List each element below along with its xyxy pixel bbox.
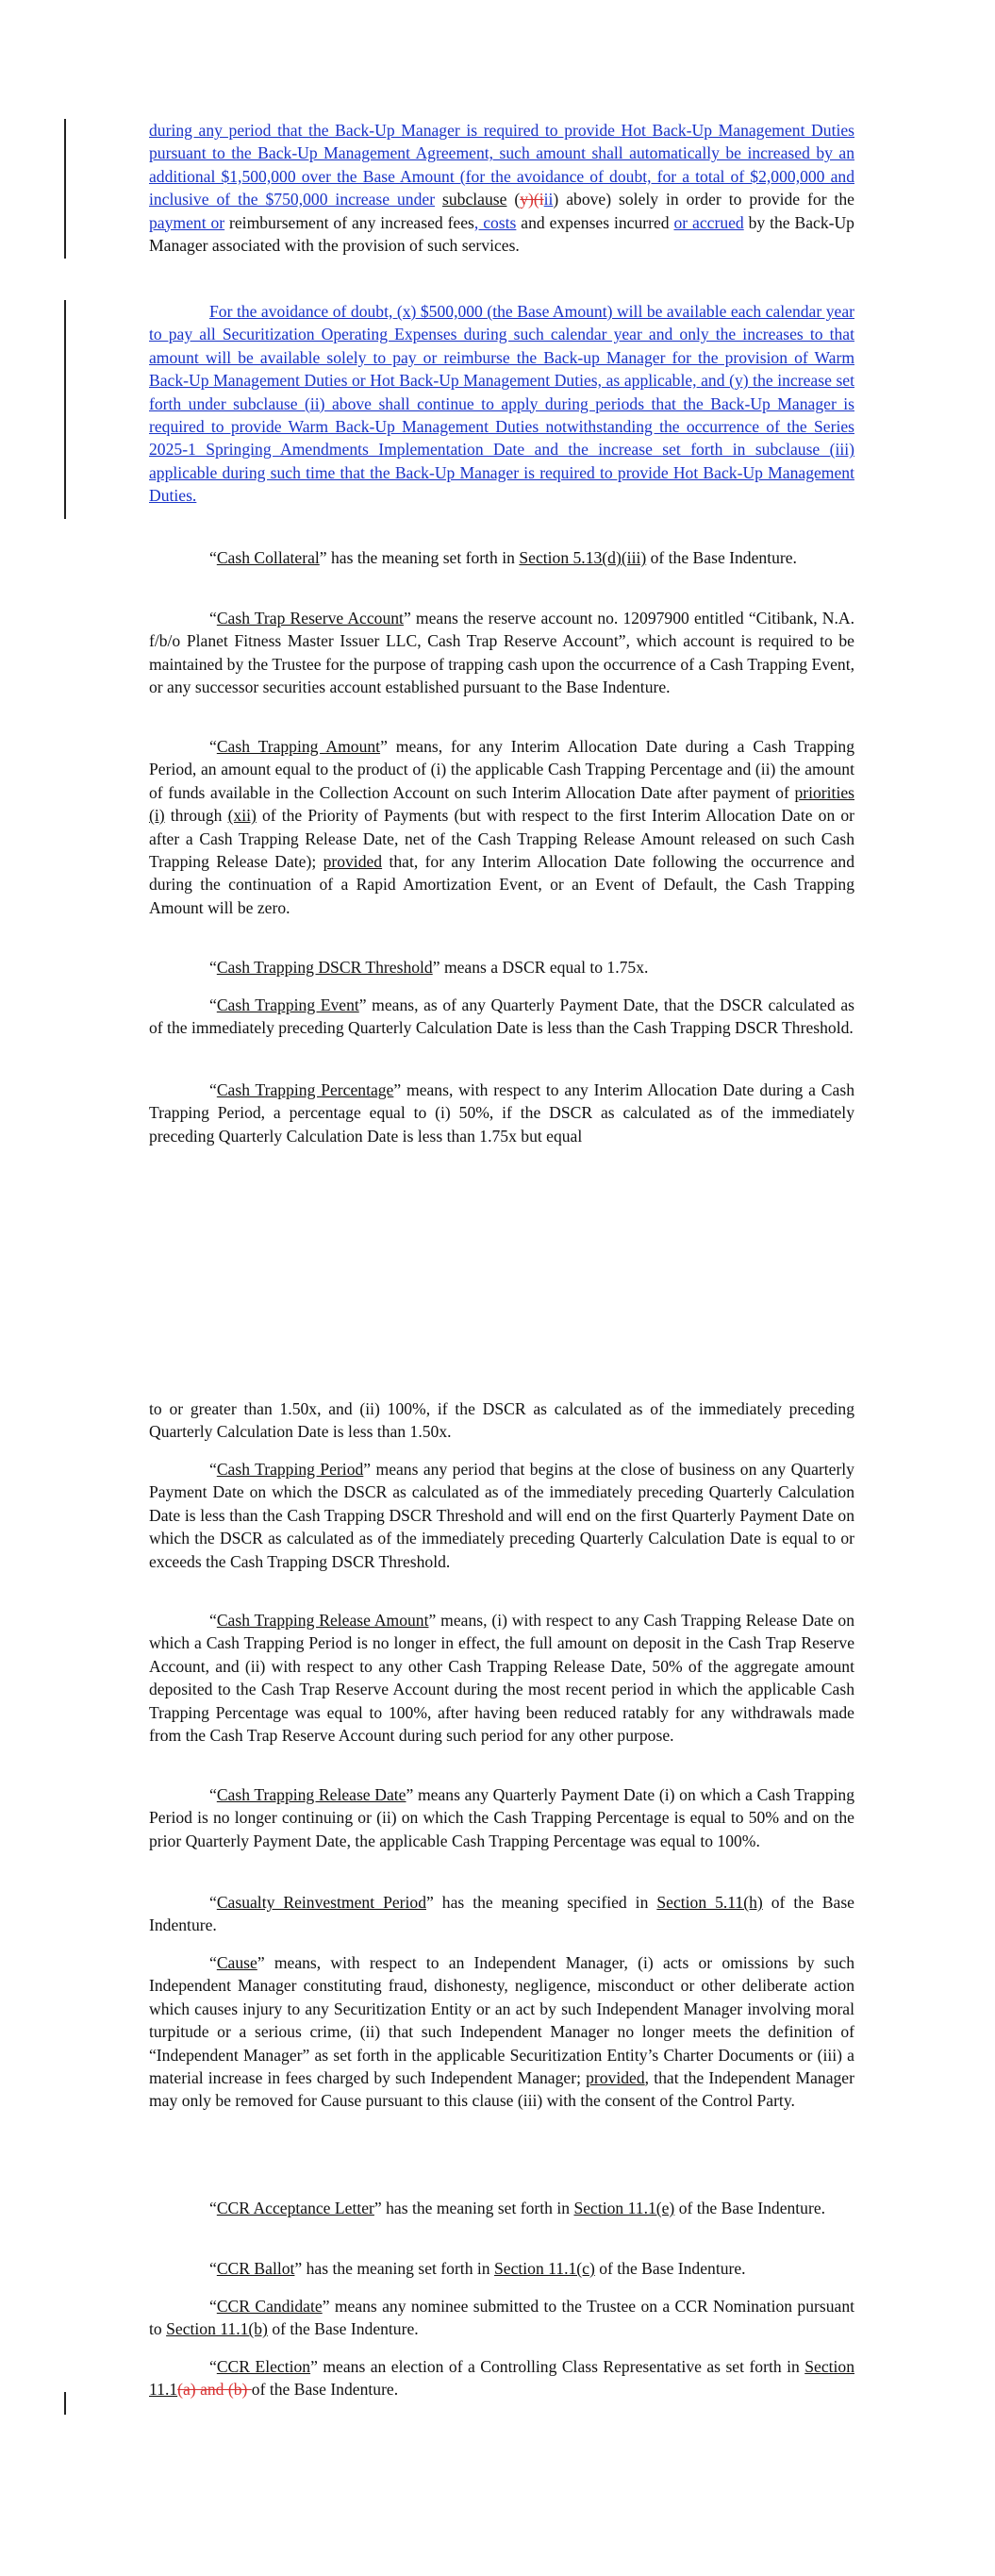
defined-term: Cash Trapping Period <box>216 1460 364 1479</box>
revision-change-bar <box>64 300 66 519</box>
defined-term: Cash Trapping Release Date <box>216 1785 406 1804</box>
definition-cash-trapping-event: “Cash Trapping Event” means, as of any Quarterly Payment Date, that the DSCR calculated as of the immediately preceding Quarterly Calculation Date is less than the Cash Trapping DSCR Threshold. <box>149 995 854 1038</box>
defined-term: Cause <box>216 1953 257 1972</box>
definition-ccr-ballot: “CCR Ballot” has the meaning set forth in Section 11.1(c) of the Base Indenture. <box>209 2259 746 2278</box>
definition-cause: “Cause” means, with respect to an Independent Manager, (i) acts or omissions by such Independent Manager constituting fraud, dishonesty, negligence, misconduct or other deliberate action which causes injury to any Securitization Entity or an act by such Independent Manager involving moral turpitude or a serious crime, (ii) that such Independent Manager no longer meets the definition of “Independent Manager” as set forth in the applicable Securitization Entity’s Charter Documents or (iii) a material increase in fees charged by such Independent Manager; provided, that the Independent Manager may only be removed for Cause pursuant to this clause (iii) with the consent of the Control Party. <box>149 1953 854 2111</box>
defined-term: Cash Collateral <box>216 548 320 567</box>
definition-cash-trapping-period: “Cash Trapping Period” means any period that begins at the close of business on any Quarterly Payment Date on which the DSCR as calculated as of the immediately preceding Quarterly Calculation Date is less than the Cash Trapping DSCR Threshold and will end on the first Quarterly Payment Date on which the DSCR as calculated as of the immediately preceding Quarterly Calculation Date is equal to or exceeds the Cash Trapping DSCR Threshold. <box>149 1460 854 1571</box>
defined-term: Cash Trapping Release Amount <box>216 1611 429 1630</box>
definition-cash-trapping-dscr-threshold: “Cash Trapping DSCR Threshold” means a DSCR equal to 1.75x. <box>209 958 649 977</box>
paragraph-back-up-fees-continuation: during any period that the Back-Up Manager is required to provide Hot Back-Up Management Duties pursuant to the Back-Up Management Agreement, such amount shall automatically be increased by an additional $1,500,000 over the Base Amount (for the avoidance of doubt, for a total of $2,000,000 and inclusive of the $750,000 increase under subclause (y)(iii) above) solely in order to provide for the payment or reimbursement of any increased fees, costs and expenses incurred or accrued by the Back-Up Manager associated with the provision of such services. <box>149 121 854 256</box>
section-reference: Section 11.1 <box>149 2357 854 2400</box>
defined-term: CCR Candidate <box>216 2297 323 2316</box>
revision-change-bar <box>64 2392 66 2415</box>
definition-ccr-candidate: “CCR Candidate” means any nominee submitted to the Trustee on a CCR Nomination pursuant to Section 11.1(b) of the Base Indenture. <box>149 2297 854 2339</box>
definition-ccr-election: “CCR Election” means an election of a Controlling Class Representative as set forth in Section 11.1(a) and (b) of the Base Indenture. <box>149 2357 854 2400</box>
definition-cash-trapping-amount: “Cash Trapping Amount” means, for any Interim Allocation Date during a Cash Trapping Period, an amount equal to the product of (i) the applicable Cash Trapping Percentage and (ii) the amount of funds available in the Collection Account on such Interim Allocation Date after payment of priorities (i) through (xii) of the Priority of Payments (but with respect to the first Interim Allocation Date on or after a Cash Trapping Release Date, net of the Cash Trapping Release Amount released on such Cash Trapping Release Date); provided that, for any Interim Allocation Date following the occurrence and during the continuation of a Rapid Amortization Event, or an Event of Default, the Cash Trapping Amount will be zero. <box>149 737 855 917</box>
definition-cash-trapping-percentage-continued: to or greater than 1.50x, and (ii) 100%, if the DSCR as calculated as of the immediately preceding Quarterly Calculation Date is less than 1.50x. <box>149 1399 854 1442</box>
defined-term: Casualty Reinvestment Period <box>216 1893 426 1912</box>
section-reference: Section 5.11(h) <box>656 1893 763 1912</box>
definition-ccr-acceptance-letter: “CCR Acceptance Letter” has the meaning set forth in Section 11.1(e) of the Base Indenture. <box>209 2199 826 2217</box>
section-reference: Section 11.1(c) <box>493 2259 595 2278</box>
deleted-text: (a) and (b) <box>177 2380 252 2400</box>
definition-cash-collateral: “Cash Collateral” has the meaning set forth in Section 5.13(d)(iii) of the Base Indenture. <box>209 548 797 567</box>
definition-cash-trap-reserve-account: “Cash Trap Reserve Account” means the reserve account no. 12097900 entitled “Citibank, N.A. f/b/o Planet Fitness Master Issuer LLC, Cash Trap Reserve Account”, which account is required to be maintained by the Trustee for the purpose of trapping cash upon the occurrence of a Cash Trapping Event, or any successor securities account established pursuant to the Base Indenture. <box>149 609 854 697</box>
defined-term: Cash Trapping Event <box>216 995 359 1014</box>
section-reference: Section 11.1(e) <box>573 2199 675 2217</box>
defined-term: Cash Trapping Percentage <box>216 1080 394 1099</box>
definition-cash-trapping-release-date: “Cash Trapping Release Date” means any Quarterly Payment Date (i) on which a Cash Trapping Period is no longer continuing or (ii) on which the Cash Trapping Percentage is equal to 50% and on the prior Quarterly Payment Date, the applicable Cash Trapping Percentage was equal to 100%. <box>149 1785 854 1850</box>
section-reference: Section 11.1(b) <box>166 2319 268 2339</box>
defined-term: Cash Trapping DSCR Threshold <box>216 958 433 977</box>
defined-term: Cash Trapping Amount <box>216 737 381 756</box>
definition-cash-trapping-percentage: “Cash Trapping Percentage” means, with respect to any Interim Allocation Date during a Cash Trapping Period, a percentage equal to (i) 50%, if the DSCR as calculated as of the immediately preceding Quarterly Calculation Date is less than 1.75x but equal <box>149 1080 854 1146</box>
definition-cash-trapping-release-amount: “Cash Trapping Release Amount” means, (i) with respect to any Cash Trapping Release Date on which a Cash Trapping Period is no longer in effect, the full amount on deposit in the Cash Trap Reserve Account, and (ii) with respect to any other Cash Trapping Release Date, 50% of the aggregate amount deposited to the Cash Trap Reserve Account during the most recent period in which the applicable Cash Trapping Percentage was equal to 100%, after having been reduced ratably for any withdrawals made from the Cash Trap Reserve Account during such period for any other purpose. <box>149 1611 854 1746</box>
section-reference: Section 5.13(d)(iii) <box>519 548 647 567</box>
defined-term: Cash Trap Reserve Account <box>216 609 404 627</box>
defined-term: CCR Election <box>216 2357 311 2376</box>
definition-casualty-reinvestment-period: “Casualty Reinvestment Period” has the meaning specified in Section 5.11(h) of the Base Indenture. <box>149 1893 854 1935</box>
defined-term: CCR Ballot <box>216 2259 295 2278</box>
defined-term: CCR Acceptance Letter <box>216 2199 374 2217</box>
paragraph-avoidance-of-doubt: For the avoidance of doubt, (x) $500,000 (the Base Amount) will be available each calendar year to pay all Securitization Operating Expenses during such calendar year and only the increases to that amount will be available solely to pay or reimburse the Back-up Manager for the provision of Warm Back-Up Management Duties or Hot Back-Up Management Duties, as applicable, and (y) the increase set forth under subclause (ii) above shall continue to apply during periods that the Back-Up Manager is required to provide Warm Back-Up Management Duties notwithstanding the occurrence of the Series 2025-1 Springing Amendments Implementation Date and the increase set forth in subclause (iii) applicable during such time that the Back-Up Manager is required to provide Hot Back-Up Management Duties. <box>149 302 854 506</box>
revision-change-bar <box>64 119 66 259</box>
